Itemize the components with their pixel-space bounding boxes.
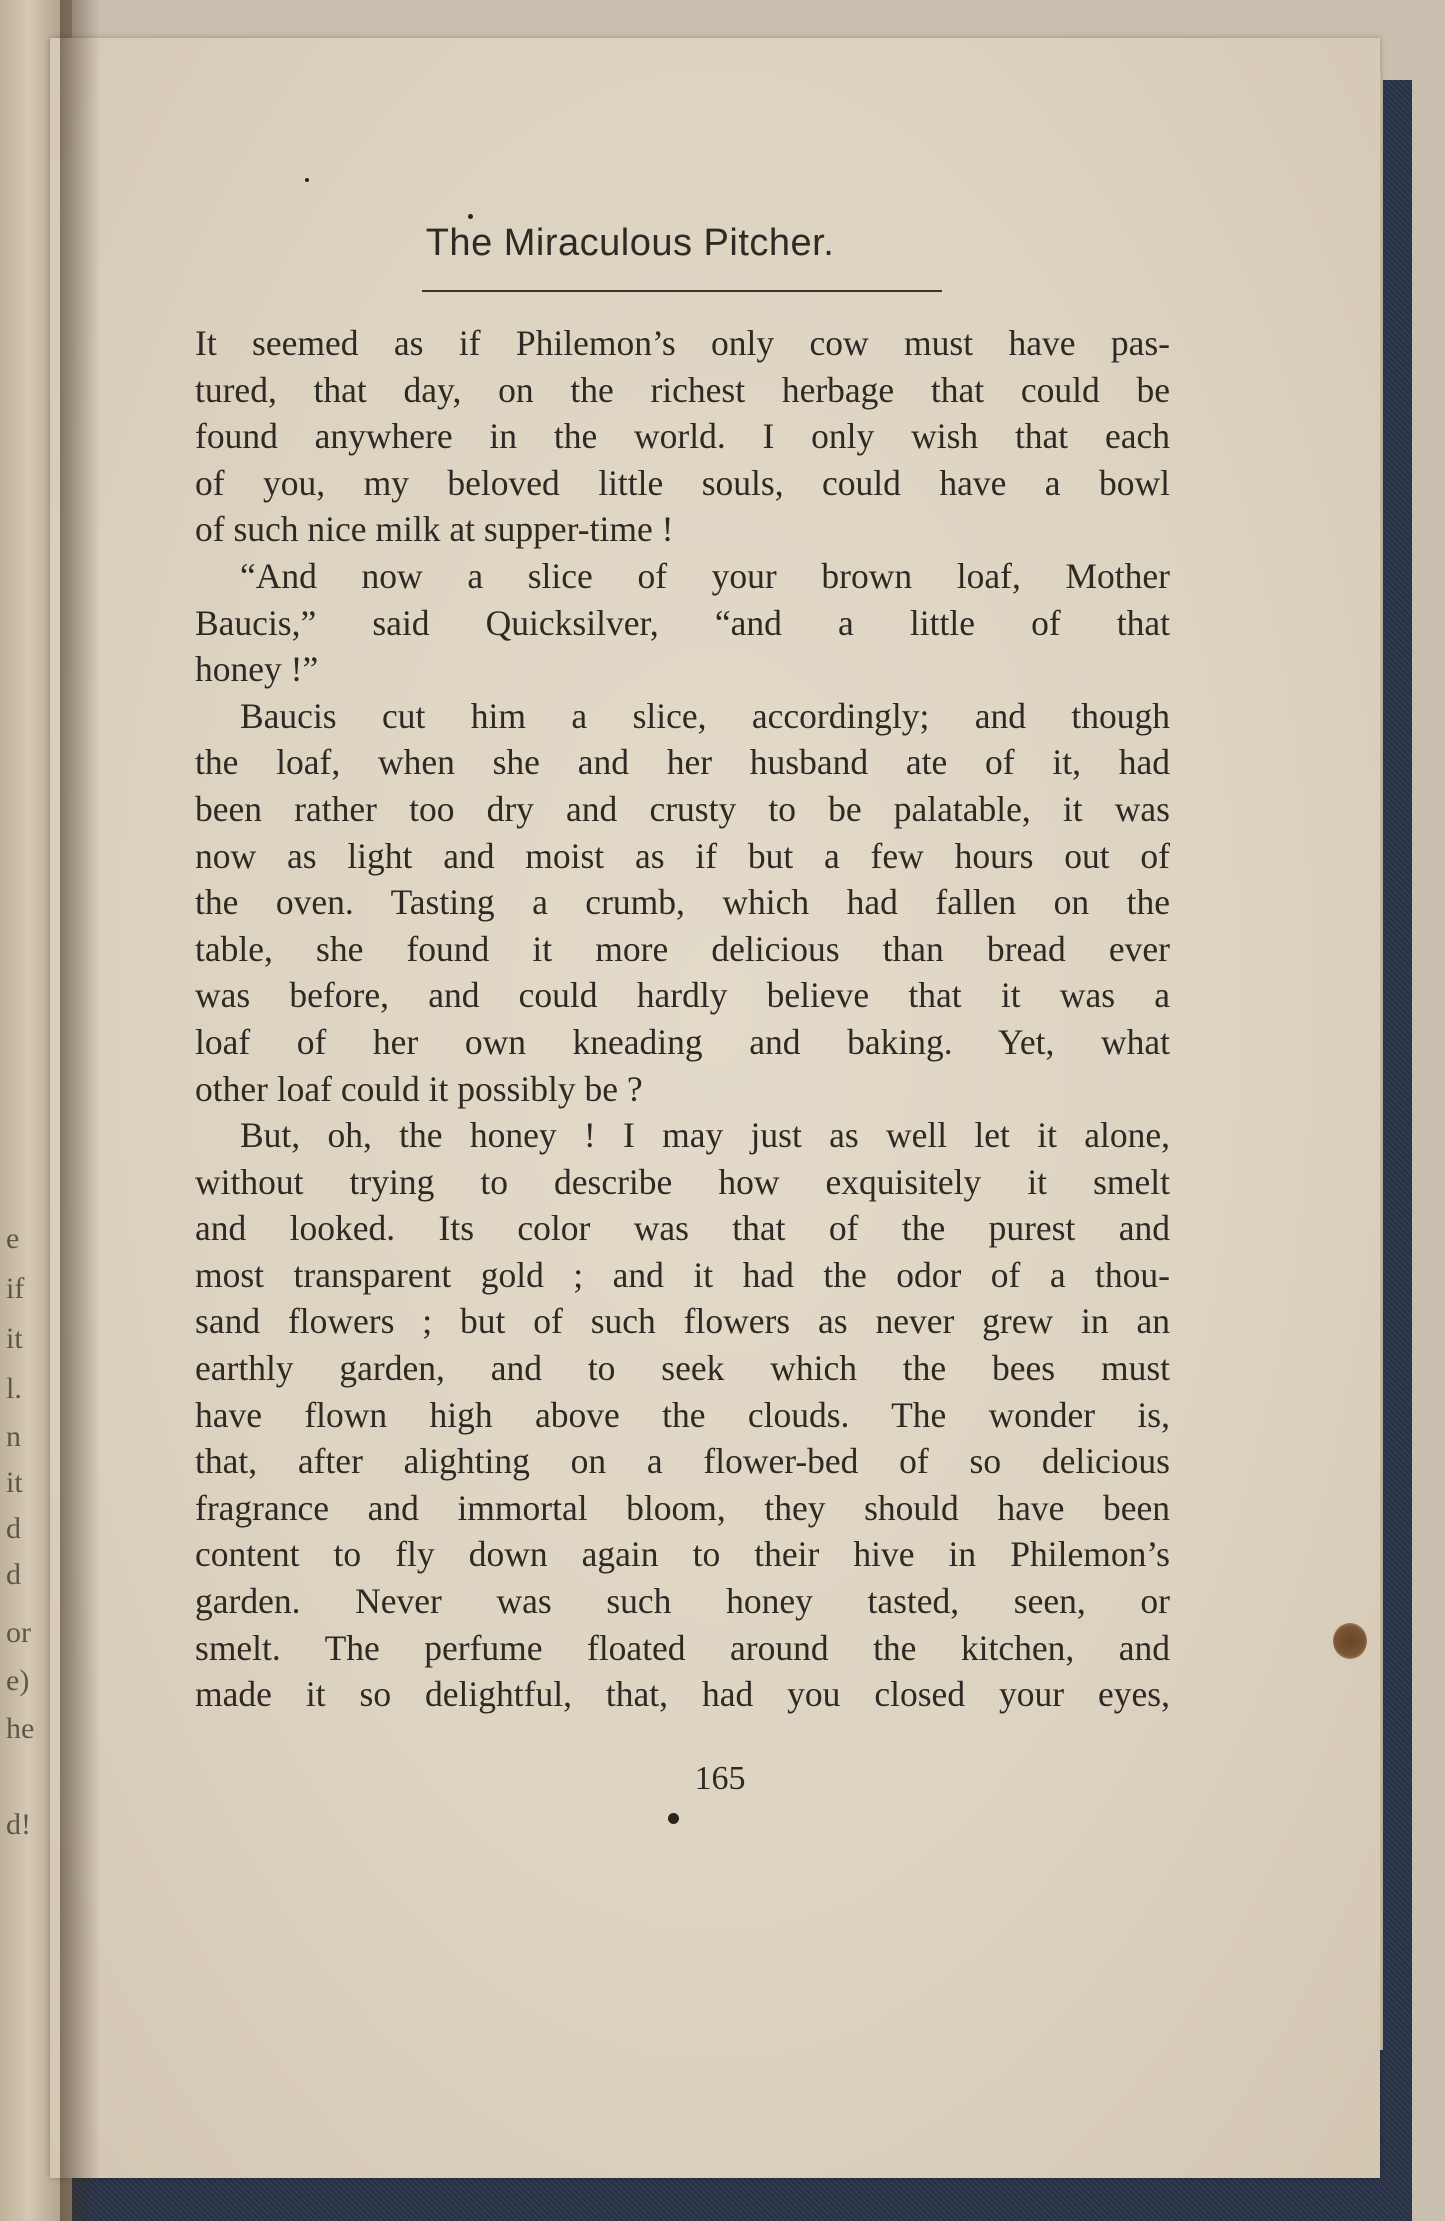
text-line: garden. Never was such honey tasted, seen, or: [195, 1581, 1170, 1622]
facing-page-fragment: d: [6, 1558, 21, 1591]
text-line: found anywhere in the world. I only wish that each: [195, 416, 1170, 457]
text-line: the oven. Tasting a crumb, which had fallen on the: [195, 882, 1170, 923]
text-line: of you, my beloved little souls, could have a bowl: [195, 462, 1170, 503]
ink-dot: [668, 1813, 679, 1824]
text-line: most transparent gold ; and it had the odor of a thou-: [195, 1254, 1170, 1295]
running-head: The Miraculous Pitcher.: [425, 222, 835, 264]
facing-page-fragment: l.: [6, 1372, 22, 1405]
facing-page-fragment: it: [6, 1466, 23, 1499]
ink-speck: [468, 214, 473, 219]
text-line: tured, that day, on the richest herbage that could be: [195, 369, 1170, 410]
facing-page-fragment: e: [6, 1222, 20, 1255]
facing-page-fragment: n: [6, 1420, 21, 1453]
text-line: Baucis,” said Quicksilver, “and a little of that: [195, 602, 1170, 643]
text-line: been rather too dry and crusty to be palatable, it was: [195, 788, 1170, 829]
facing-page-fragment: he: [6, 1712, 35, 1745]
page-number: 165: [694, 1760, 746, 1797]
text-line: sand flowers ; but of such flowers as never grew in an: [195, 1301, 1170, 1342]
text-line: fragrance and immortal bloom, they should have been: [195, 1487, 1170, 1528]
facing-page-fragment: d!: [6, 1808, 31, 1841]
text-line: honey !”: [195, 649, 319, 690]
text-line: the loaf, when she and her husband ate of it, had: [195, 742, 1170, 783]
text-line: and looked. Its color was that of the purest and: [195, 1208, 1170, 1249]
text-line: earthly garden, and to seek which the bees must: [195, 1348, 1170, 1389]
text-line: without trying to describe how exquisitely it smelt: [195, 1161, 1170, 1202]
text-line: was before, and could hardly believe that it was a: [195, 975, 1170, 1016]
text-line: It seemed as if Philemon’s only cow must have pas-: [195, 323, 1170, 363]
facing-page-fragment: e): [6, 1664, 30, 1697]
text-line: made it so delightful, that, had you closed your eyes,: [195, 1674, 1170, 1715]
gutter-shadow: [60, 0, 100, 2221]
text-line: have flown high above the clouds. The wonder is,: [195, 1394, 1170, 1435]
facing-page-fragment: or: [6, 1616, 31, 1649]
text-line: But, oh, the honey ! I may just as well let it alone,: [240, 1115, 1170, 1156]
facing-page-fragment: d: [6, 1512, 21, 1545]
text-line: Baucis cut him a slice, accordingly; and though: [240, 695, 1170, 736]
facing-page-fragment: if: [6, 1272, 25, 1305]
page-stain: [1333, 1623, 1367, 1659]
text-line: that, after alighting on a flower-bed of so delicious: [195, 1441, 1170, 1482]
text-line: “And now a slice of your brown loaf, Mother: [240, 555, 1170, 596]
facing-page-fragment: it: [6, 1322, 23, 1355]
text-line: of such nice milk at supper-time !: [195, 509, 674, 550]
text-line: smelt. The perfume floated around the kitchen, and: [195, 1627, 1170, 1668]
text-line: content to fly down again to their hive in Philemon’s: [195, 1534, 1170, 1575]
text-line: table, she found it more delicious than bread ever: [195, 928, 1170, 969]
head-rule: [422, 290, 942, 292]
body-text: [195, 320, 1170, 1718]
text-line: loaf of her own kneading and baking. Yet, what: [195, 1021, 1170, 1062]
text-line: other loaf could it possibly be ?: [195, 1068, 643, 1109]
text-line: now as light and moist as if but a few hours out of: [195, 835, 1170, 876]
ink-speck: [305, 178, 309, 182]
